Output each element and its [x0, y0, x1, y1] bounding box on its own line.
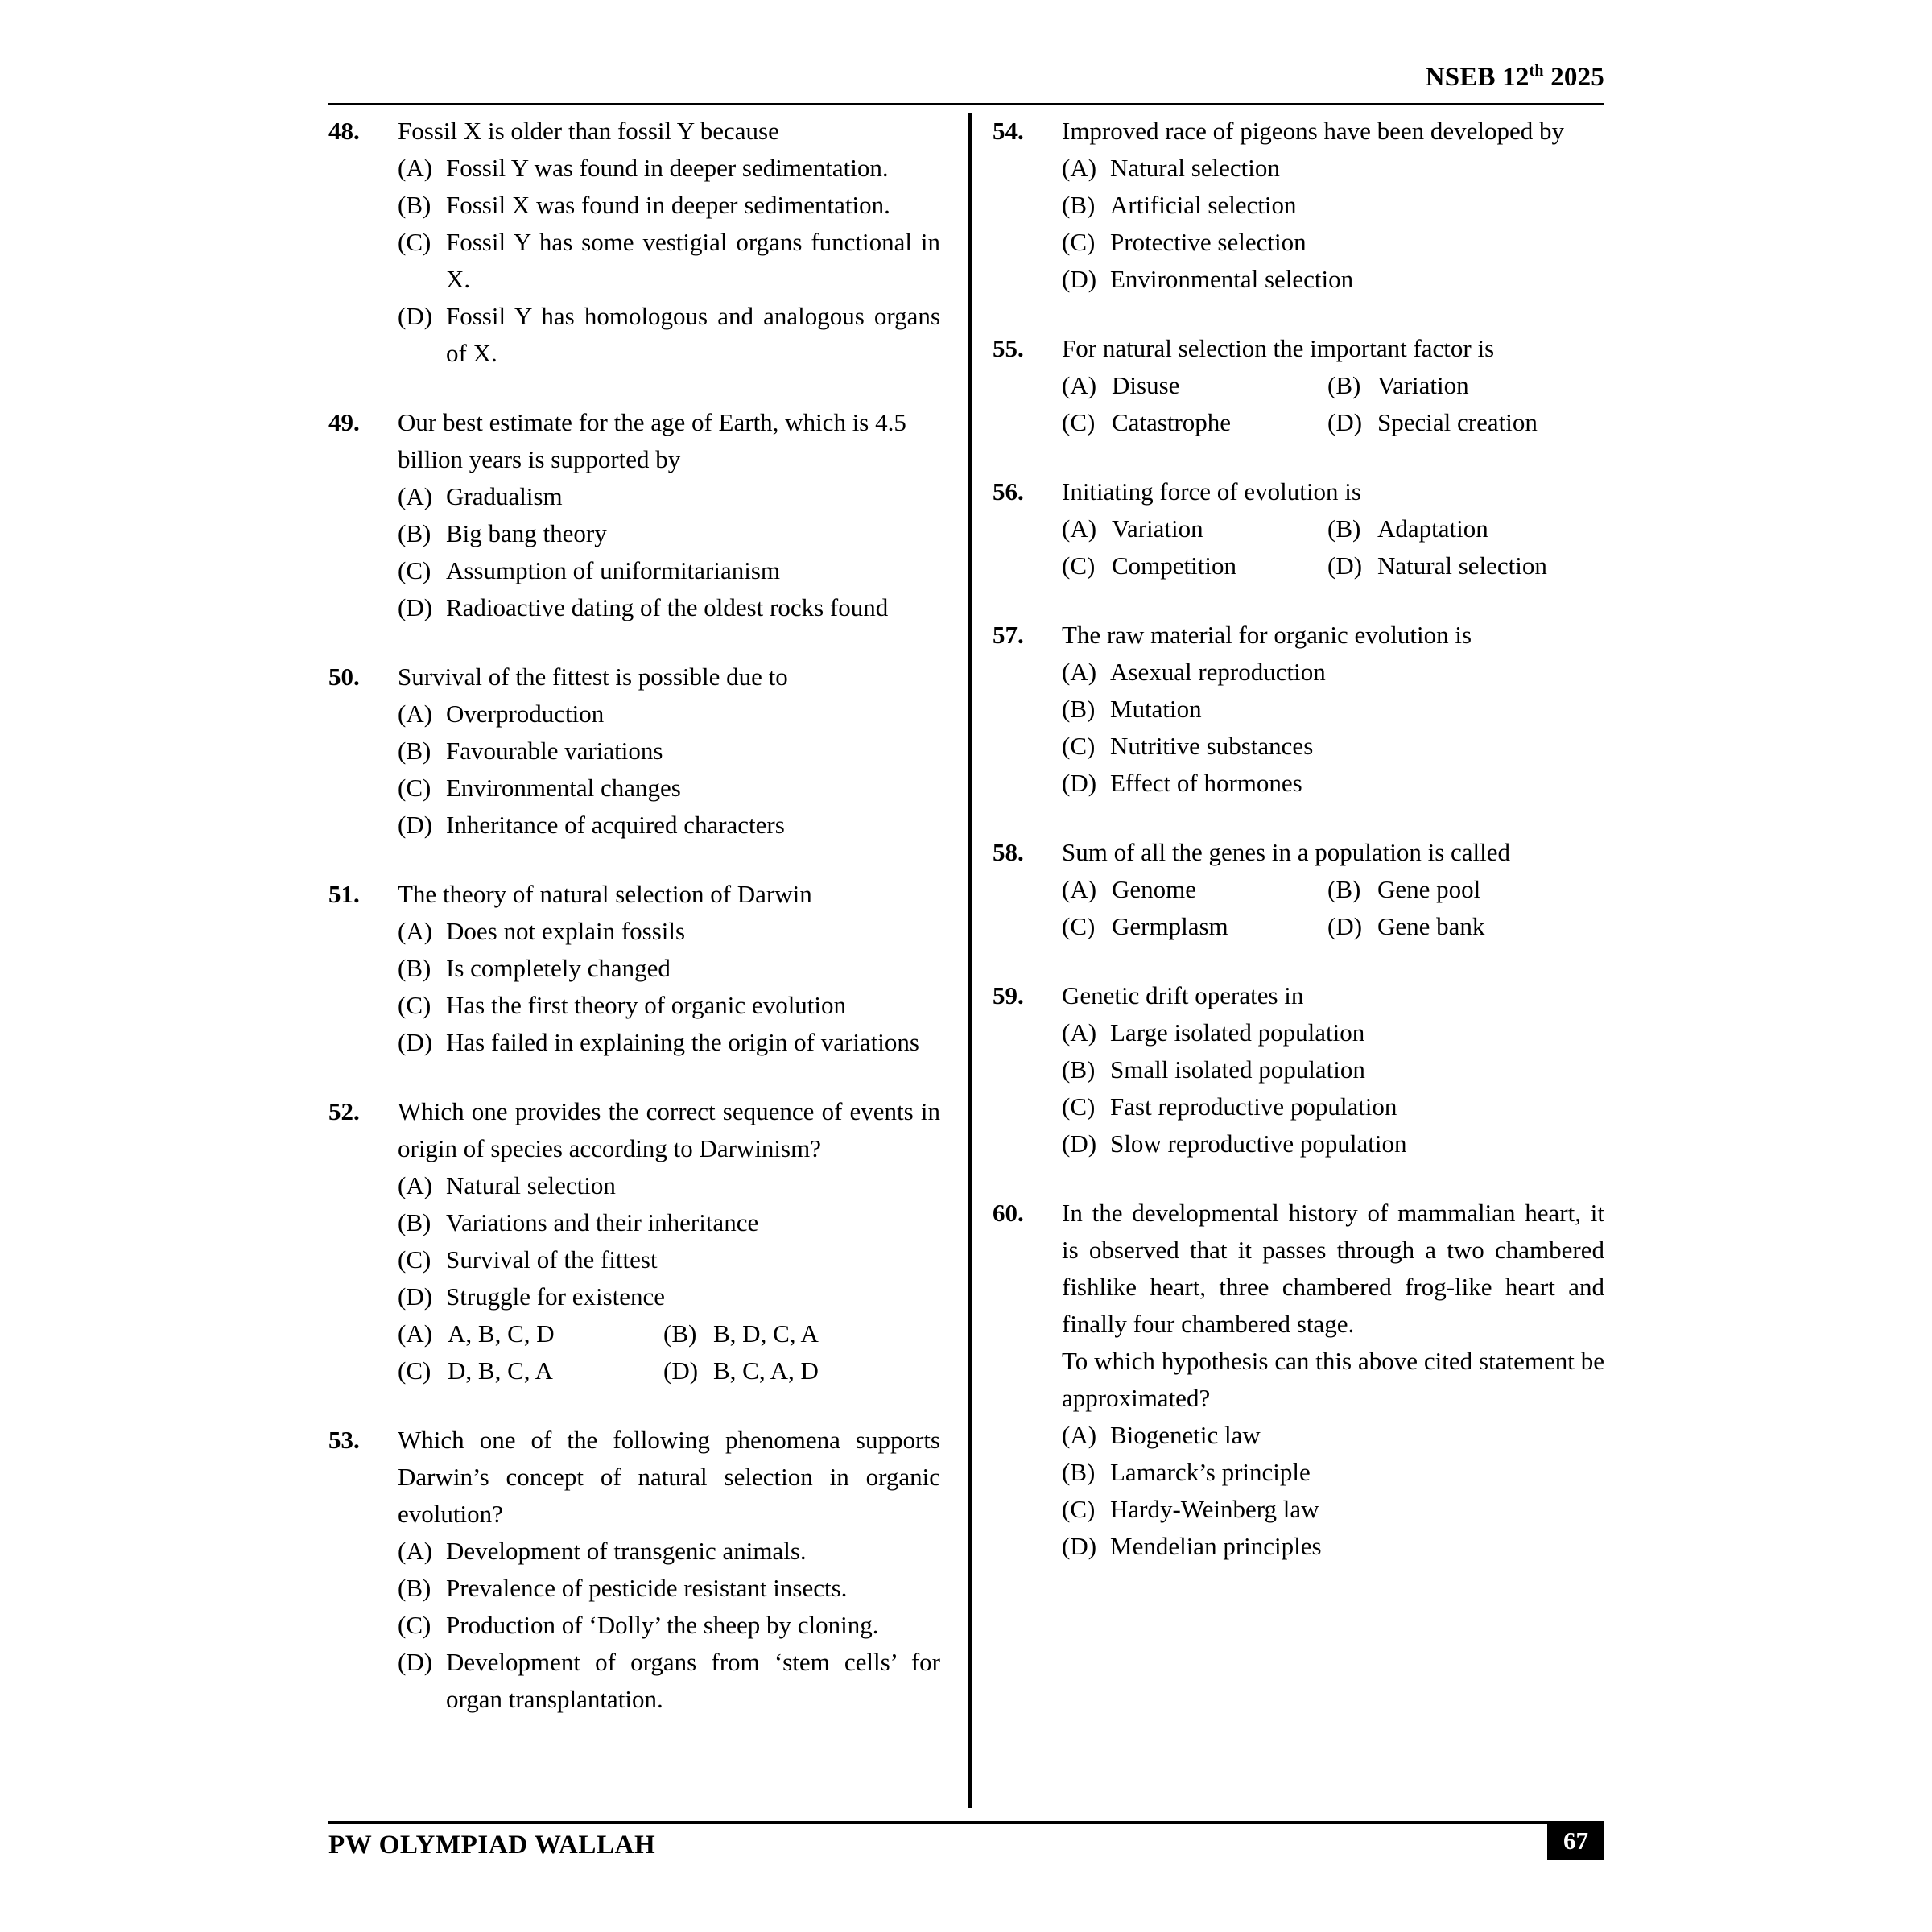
option-text: Slow reproductive population [1110, 1129, 1407, 1158]
option-item[interactable] [398, 696, 940, 733]
option-item[interactable] [1327, 367, 1604, 404]
question-stem-row [993, 1195, 1604, 1343]
question-block [993, 977, 1604, 1162]
option-item[interactable] [663, 1352, 940, 1389]
question-stem-row [328, 1422, 940, 1533]
option-label: (B) [398, 1208, 431, 1236]
question-stem-row [993, 473, 1604, 510]
option-grid [1062, 367, 1604, 441]
option-label: (B) [398, 191, 431, 219]
option-text: Natural selection [446, 1171, 616, 1199]
option-item[interactable] [1062, 691, 1604, 728]
option-text: Germplasm [1112, 912, 1228, 940]
option-label: (D) [1327, 408, 1363, 436]
option-label: (A) [398, 1171, 433, 1199]
option-item[interactable] [1062, 367, 1327, 404]
option-text: Gene bank [1377, 912, 1485, 940]
option-item[interactable] [398, 1024, 940, 1061]
option-text: Favourable variations [446, 737, 663, 765]
option-item[interactable] [398, 515, 940, 552]
question-subtext-row [993, 1343, 1604, 1417]
option-text: Inheritance of acquired characters [446, 811, 785, 839]
option-item[interactable] [1062, 547, 1327, 584]
question-block [993, 473, 1604, 584]
option-label: (D) [1327, 551, 1363, 580]
question-stem-row [993, 113, 1604, 150]
option-item[interactable] [398, 1352, 663, 1389]
question-text: Improved race of pigeons have been developed by [1062, 117, 1565, 145]
option-label: (B) [1062, 695, 1096, 723]
option-item[interactable] [1062, 1088, 1604, 1125]
option-text: Gradualism [446, 482, 563, 510]
option-label: (C) [398, 1611, 431, 1639]
option-label: (B) [1327, 371, 1361, 399]
option-label: (A) [1062, 875, 1097, 903]
left-question-column [328, 113, 940, 1750]
option-text: Fossil Y was found in deeper sedimentation. [446, 154, 889, 182]
option-text: Effect of hormones [1110, 769, 1302, 797]
option-item[interactable] [398, 1533, 940, 1570]
question-block [993, 330, 1604, 441]
option-list [398, 696, 940, 844]
option-label: (D) [1327, 912, 1363, 940]
option-text: Gene pool [1377, 875, 1481, 903]
option-grid [398, 1315, 940, 1389]
option-item[interactable] [398, 1241, 940, 1278]
option-item[interactable] [1062, 765, 1604, 802]
question-text: For natural selection the important factor is [1062, 334, 1495, 362]
option-item[interactable] [398, 1570, 940, 1607]
option-label: (D) [398, 593, 433, 621]
option-list [398, 478, 940, 626]
option-label: (C) [1062, 408, 1096, 436]
question-text: Fossil X is older than fossil Y because [398, 117, 779, 145]
question-number: 48. [328, 117, 360, 145]
option-item[interactable] [398, 807, 940, 844]
option-text: Fast reproductive population [1110, 1092, 1397, 1121]
option-label: (B) [1062, 191, 1096, 219]
option-label: (A) [398, 1537, 433, 1565]
option-label: (A) [398, 154, 433, 182]
option-text: Fossil X was found in deeper sedimentation. [446, 191, 890, 219]
option-item[interactable] [398, 987, 940, 1024]
option-text: Protective selection [1110, 228, 1307, 256]
option-grid [1062, 871, 1604, 945]
question-number: 52. [328, 1097, 360, 1125]
option-item[interactable] [398, 1204, 940, 1241]
option-item[interactable] [1327, 510, 1604, 547]
option-text: Assumption of uniformitarianism [446, 556, 781, 584]
option-item[interactable] [1062, 404, 1327, 441]
question-stem-row [993, 834, 1604, 871]
option-item[interactable] [1062, 1491, 1604, 1528]
option-text: Has failed in explaining the origin of variations [446, 1028, 919, 1056]
option-item[interactable] [398, 733, 940, 770]
option-text: Radioactive dating of the oldest rocks found [446, 593, 889, 621]
option-item[interactable] [1062, 1417, 1604, 1454]
header-ordinal-suffix: th [1529, 62, 1544, 80]
option-text: Hardy-Weinberg law [1110, 1495, 1319, 1523]
option-label: (C) [1062, 228, 1096, 256]
question-stem-row [328, 113, 940, 150]
question-number: 56. [993, 477, 1024, 506]
option-text: Catastrophe [1112, 408, 1232, 436]
option-text: Small isolated population [1110, 1055, 1365, 1084]
option-item[interactable] [663, 1315, 940, 1352]
option-label: (A) [1062, 154, 1097, 182]
option-label: (D) [1062, 1129, 1097, 1158]
option-label: (C) [398, 228, 431, 256]
option-text: Survival of the fittest [446, 1245, 658, 1274]
question-block [328, 658, 940, 844]
option-item[interactable] [1062, 728, 1604, 765]
option-item[interactable] [398, 1644, 940, 1718]
option-text: B, D, C, A [713, 1319, 819, 1348]
option-label: (C) [398, 1245, 431, 1274]
option-text: Mendelian principles [1110, 1532, 1322, 1560]
right-question-column [993, 113, 1604, 1597]
option-label: (B) [398, 1574, 431, 1602]
option-label: (C) [398, 991, 431, 1019]
page-header [328, 63, 1604, 93]
question-text: Genetic drift operates in [1062, 981, 1304, 1009]
option-label: (A) [1062, 1018, 1097, 1046]
option-item[interactable] [1327, 404, 1604, 441]
question-number: 49. [328, 408, 360, 436]
option-label: (B) [1062, 1055, 1096, 1084]
option-text: Natural selection [1110, 154, 1280, 182]
option-text: Variations and their inheritance [446, 1208, 759, 1236]
option-label: (D) [398, 1648, 433, 1676]
question-number: 55. [993, 334, 1024, 362]
question-stem-row [993, 617, 1604, 654]
option-text: Variation [1112, 514, 1203, 543]
option-item[interactable] [398, 150, 940, 187]
question-text: Which one of the following phenomena supports Darwin’s concept of natural selection in organic evolution? [398, 1426, 940, 1528]
option-text: Disuse [1112, 371, 1180, 399]
question-block [328, 876, 940, 1061]
question-number: 59. [993, 981, 1024, 1009]
option-text: Development of transgenic animals. [446, 1537, 807, 1565]
question-text: The raw material for organic evolution is [1062, 621, 1472, 649]
option-label: (C) [398, 774, 431, 802]
option-item[interactable] [398, 1278, 940, 1315]
option-item[interactable] [1327, 908, 1604, 945]
option-list [398, 1533, 940, 1718]
option-text: Struggle for existence [446, 1282, 666, 1311]
option-label: (C) [398, 1356, 431, 1385]
question-text: The theory of natural selection of Darwin [398, 880, 812, 908]
option-label: (D) [1062, 1532, 1097, 1560]
option-grid-row [1062, 404, 1604, 441]
option-label: (D) [398, 1028, 433, 1056]
option-item[interactable] [1062, 510, 1327, 547]
option-label: (C) [1062, 732, 1096, 760]
question-text: Initiating force of evolution is [1062, 477, 1361, 506]
option-label: (D) [398, 302, 433, 330]
option-item[interactable] [398, 589, 940, 626]
option-item[interactable] [398, 1315, 663, 1352]
option-label: (A) [398, 1319, 433, 1348]
option-label: (D) [663, 1356, 699, 1385]
option-item[interactable] [398, 224, 940, 298]
footer-rule [328, 1821, 1604, 1824]
option-item[interactable] [398, 1607, 940, 1644]
option-list [1062, 654, 1604, 802]
option-item[interactable] [398, 187, 940, 224]
page-number-badge: 67 [1547, 1822, 1604, 1860]
option-item[interactable] [398, 1167, 940, 1204]
option-label: (A) [398, 700, 433, 728]
question-text: Our best estimate for the age of Earth, which is 4.5 billion years is supported by [398, 408, 906, 473]
option-grid-row [1062, 908, 1604, 945]
question-block [328, 113, 940, 372]
option-label: (C) [1062, 1495, 1096, 1523]
question-subtext: To which hypothesis can this above cited statement be approximated? [1062, 1347, 1604, 1412]
option-list [1062, 150, 1604, 298]
question-block [993, 834, 1604, 945]
question-block [993, 113, 1604, 298]
option-label: (B) [1327, 875, 1361, 903]
option-label: (B) [1327, 514, 1361, 543]
question-text: In the developmental history of mammalian heart, it is observed that it passes through a two chambered fishlike heart, three chambered frog-like heart and finally four chambered stage. [1062, 1199, 1604, 1338]
option-text: Prevalence of pesticide resistant insects. [446, 1574, 848, 1602]
question-stem-row [328, 876, 940, 913]
option-item[interactable] [1062, 261, 1604, 298]
option-text: Big bang theory [446, 519, 607, 547]
option-label: (C) [398, 556, 431, 584]
question-number: 54. [993, 117, 1024, 145]
option-label: (D) [398, 1282, 433, 1311]
option-label: (C) [1062, 1092, 1096, 1121]
option-list [398, 150, 940, 372]
header-rule [328, 103, 1604, 105]
option-text: A, B, C, D [448, 1319, 555, 1348]
option-label: (A) [1062, 371, 1097, 399]
option-text: Lamarck’s principle [1110, 1458, 1311, 1486]
option-grid-row [398, 1352, 940, 1389]
option-text: D, B, C, A [448, 1356, 553, 1385]
option-label: (B) [398, 519, 431, 547]
option-item[interactable] [1062, 1454, 1604, 1491]
option-list [1062, 1014, 1604, 1162]
question-number: 53. [328, 1426, 360, 1454]
option-item[interactable] [398, 950, 940, 987]
option-label: (A) [1062, 658, 1097, 686]
option-text: Variation [1377, 371, 1469, 399]
option-text: B, C, A, D [713, 1356, 819, 1385]
option-grid [1062, 510, 1604, 584]
option-label: (A) [398, 917, 433, 945]
option-item[interactable] [1327, 871, 1604, 908]
option-text: Environmental changes [446, 774, 681, 802]
question-stem-row [993, 330, 1604, 367]
option-item[interactable] [1062, 1014, 1604, 1051]
option-grid-row [1062, 510, 1604, 547]
question-text: Sum of all the genes in a population is called [1062, 838, 1511, 866]
question-block [328, 1093, 940, 1389]
option-text: Mutation [1110, 695, 1202, 723]
question-number: 51. [328, 880, 360, 908]
question-stem-row [328, 1093, 940, 1167]
option-item[interactable] [1062, 871, 1327, 908]
question-stem-row [328, 404, 940, 478]
option-text: Fossil Y has some vestigial organs functional in X. [446, 228, 940, 293]
option-text: Genome [1112, 875, 1197, 903]
option-label: (A) [1062, 1421, 1097, 1449]
option-text: Is completely changed [446, 954, 671, 982]
option-label: (B) [398, 954, 431, 982]
option-text: Biogenetic law [1110, 1421, 1261, 1449]
option-text: Artificial selection [1110, 191, 1297, 219]
option-item[interactable] [1327, 547, 1604, 584]
option-item[interactable] [1062, 187, 1604, 224]
option-text: Special creation [1377, 408, 1538, 436]
option-label: (B) [663, 1319, 697, 1348]
option-item[interactable] [398, 552, 940, 589]
question-columns [328, 113, 1604, 1807]
option-item[interactable] [1062, 1125, 1604, 1162]
question-text: Which one provides the correct sequence of events in origin of species according to Darwinism? [398, 1097, 940, 1162]
option-text: Does not explain fossils [446, 917, 686, 945]
question-stem-row [328, 658, 940, 696]
option-item[interactable] [1062, 224, 1604, 261]
option-label: (D) [1062, 769, 1097, 797]
option-grid-row [1062, 871, 1604, 908]
option-text: Environmental selection [1110, 265, 1354, 293]
header-exam-label: NSEB 12 [1425, 63, 1530, 92]
option-label: (B) [398, 737, 431, 765]
option-label: (A) [398, 482, 433, 510]
question-number: 50. [328, 663, 360, 691]
option-item[interactable] [1062, 1528, 1604, 1565]
header-year: 2025 [1550, 63, 1604, 92]
option-item[interactable] [1062, 654, 1604, 691]
option-list [398, 913, 940, 1061]
option-grid-row [398, 1315, 940, 1352]
option-text: Asexual reproduction [1110, 658, 1326, 686]
question-block [328, 404, 940, 626]
option-label: (B) [1062, 1458, 1096, 1486]
option-text: Large isolated population [1110, 1018, 1365, 1046]
option-label: (A) [1062, 514, 1097, 543]
option-item[interactable] [398, 770, 940, 807]
option-text: Nutritive substances [1110, 732, 1314, 760]
question-number: 60. [993, 1199, 1024, 1227]
question-number: 57. [993, 621, 1024, 649]
question-block [993, 1195, 1604, 1565]
option-grid-row [1062, 547, 1604, 584]
option-item[interactable] [398, 478, 940, 515]
option-label: (C) [1062, 551, 1096, 580]
option-text: Production of ‘Dolly’ the sheep by cloning. [446, 1611, 879, 1639]
footer-brand: PW OLYMPIAD WALLAH [328, 1831, 656, 1860]
question-block [328, 1422, 940, 1718]
option-item[interactable] [398, 298, 940, 372]
option-item[interactable] [398, 913, 940, 950]
question-stem-row [993, 977, 1604, 1014]
option-label: (C) [1062, 912, 1096, 940]
option-text: Competition [1112, 551, 1236, 580]
option-label: (D) [1062, 265, 1097, 293]
option-item[interactable] [1062, 908, 1327, 945]
question-block [993, 617, 1604, 802]
option-grid-row [1062, 367, 1604, 404]
option-text: Development of organs from ‘stem cells’ for organ transplantation. [446, 1648, 940, 1713]
option-item[interactable] [1062, 150, 1604, 187]
option-text: Adaptation [1377, 514, 1488, 543]
option-text: Overproduction [446, 700, 605, 728]
question-text: Survival of the fittest is possible due to [398, 663, 788, 691]
option-item[interactable] [1062, 1051, 1604, 1088]
exam-page [328, 0, 1604, 1932]
option-text: Fossil Y has homologous and analogous organs of X. [446, 302, 940, 367]
option-text: Has the first theory of organic evolution [446, 991, 847, 1019]
question-number: 58. [993, 838, 1024, 866]
option-list [398, 1167, 940, 1315]
option-list [1062, 1417, 1604, 1565]
option-label: (D) [398, 811, 433, 839]
option-text: Natural selection [1377, 551, 1547, 580]
